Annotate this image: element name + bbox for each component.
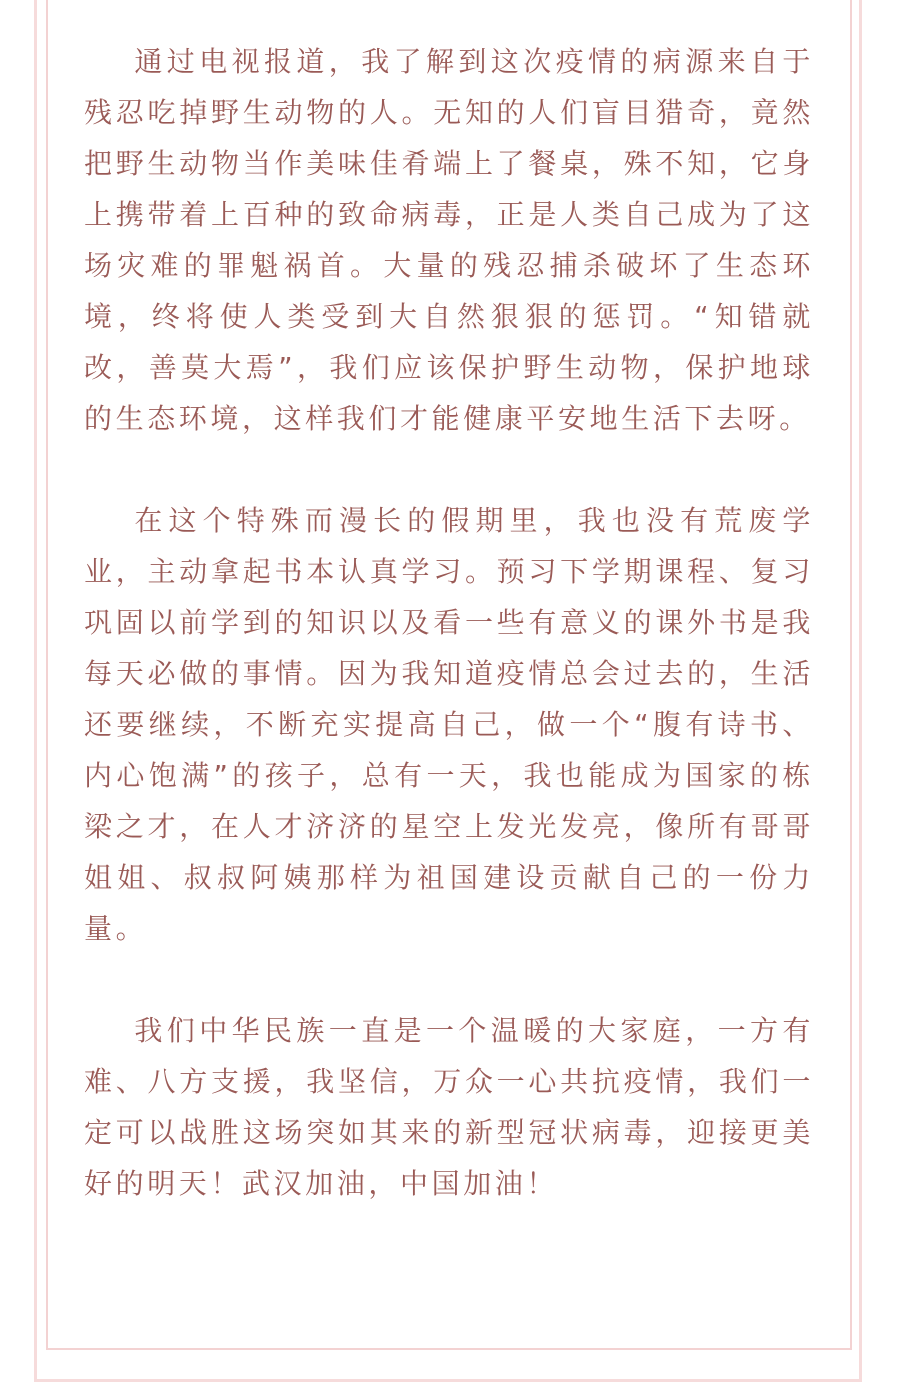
article-body	[84, 36, 814, 1209]
paragraph-national-unity: 我们中华民族一直是一个温暖的大家庭，一方有难、八方支援，我坚信，万众一心共抗疫情，我们一定可以战胜这场突如其来的新型冠状病毒，迎接更美好的明天！武汉加油，中国加油！	[84, 1014, 814, 1200]
paragraph-wildlife-protection: 通过电视报道，我了解到这次疫情的病源来自于残忍吃掉野生动物的人。无知的人们盲目猎奇，竟然把野生动物当作美味佳肴端上了餐桌，殊不知，它身上携带着上百种的致命病毒，正是人类自己成为了这场灾难的罪魁祸首。大量的残忍捕杀破坏了生态环境，终将使人类受到大自然狠狠的惩罚。“知错就改，善莫大焉”，我们应该保护野生动物，保护地球的生态环境，这样我们才能健康平安地生活下去呀。	[84, 45, 814, 435]
paragraph-study-during-holiday: 在这个特殊而漫长的假期里，我也没有荒废学业，主动拿起书本认真学习。预习下学期课程、复习巩固以前学到的知识以及看一些有意义的课外书是我每天必做的事情。因为我知道疫情总会过去的，生活还要继续，不断充实提高自己，做一个“腹有诗书、内心饱满”的孩子，总有一天，我也能成为国家的栋梁之才，在人才济济的星空上发光发亮，像所有哥哥姐姐、叔叔阿姨那样为祖国建设贡献自己的一份力量。	[84, 504, 814, 945]
